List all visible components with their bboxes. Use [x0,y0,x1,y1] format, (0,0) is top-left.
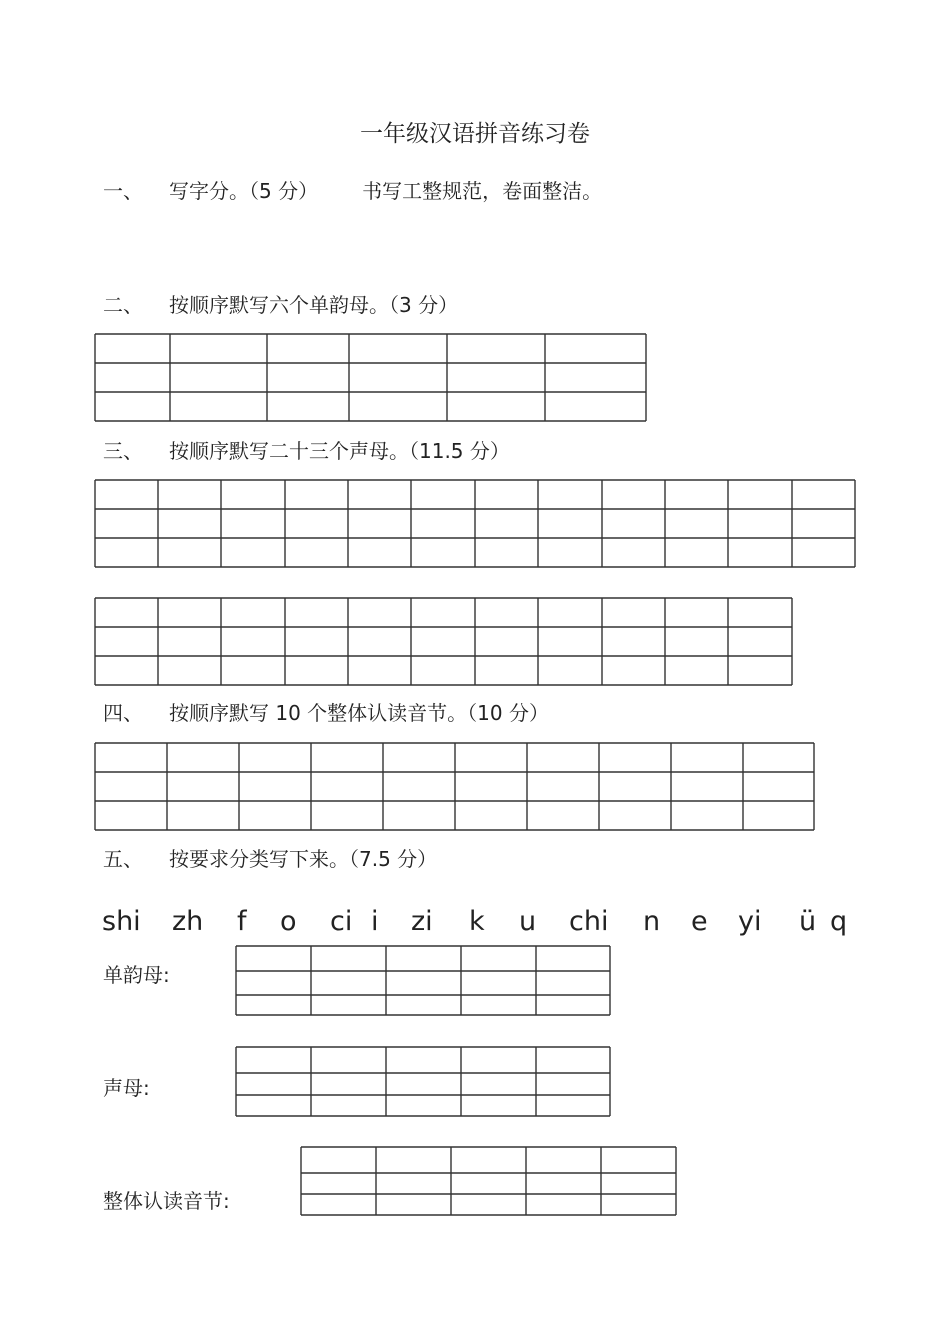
section-4-text: 按顺序默写 10 个整体认读音节。（10 分） [169,701,549,725]
pinyin-item: f [237,906,247,937]
section-1-heading [103,177,602,205]
section-2-text: 按顺序默写六个单韵母。（3 分） [169,293,459,317]
section-3-text: 按顺序默写二十三个声母。（11.5 分） [169,439,510,463]
label-syllables: 整体认读音节: [103,1189,230,1213]
grid-syllables-10[interactable] [93,741,816,832]
pinyin-item: u [519,906,537,937]
pinyin-item: ü [799,906,817,937]
label-initials: 声母: [103,1076,150,1100]
label-vowels: 单韵母: [103,963,170,987]
grid-category-syllables[interactable] [299,1145,678,1217]
section-1-note: 书写工整规范，卷面整洁。 [362,179,603,203]
pinyin-item: n [643,906,661,937]
section-4-heading [103,699,549,727]
section-1-number: 一、 [103,179,143,203]
pinyin-item: o [280,906,297,937]
page-title: 一年级汉语拼音练习卷 [360,121,590,147]
pinyin-item: q [830,906,848,937]
pinyin-item: yi [738,906,762,937]
pinyin-item: shi [102,906,141,937]
pinyin-item: k [469,906,485,937]
grid-vowels-6[interactable] [93,332,648,423]
grid-initials-row-1[interactable] [93,478,857,569]
section-5-heading [103,845,437,873]
pinyin-item: i [371,906,379,937]
pinyin-item: zi [411,906,433,937]
section-3-number: 三、 [103,439,143,463]
grid-initials-row-2[interactable] [93,596,794,687]
section-5-text: 按要求分类写下来。（7.5 分） [169,847,438,871]
pinyin-item: chi [569,906,609,937]
section-3-heading [103,437,510,465]
pinyin-item: zh [172,906,204,937]
section-2-number: 二、 [103,293,143,317]
section-2-heading [103,291,458,319]
grid-category-vowels[interactable] [234,944,612,1017]
pinyin-item: ci [330,906,353,937]
section-5-number: 五、 [103,847,143,871]
section-4-number: 四、 [103,701,143,725]
grid-category-initials[interactable] [234,1045,612,1118]
pinyin-item: e [691,906,708,937]
section-1-text: 写字分。（5 分） [169,179,319,203]
